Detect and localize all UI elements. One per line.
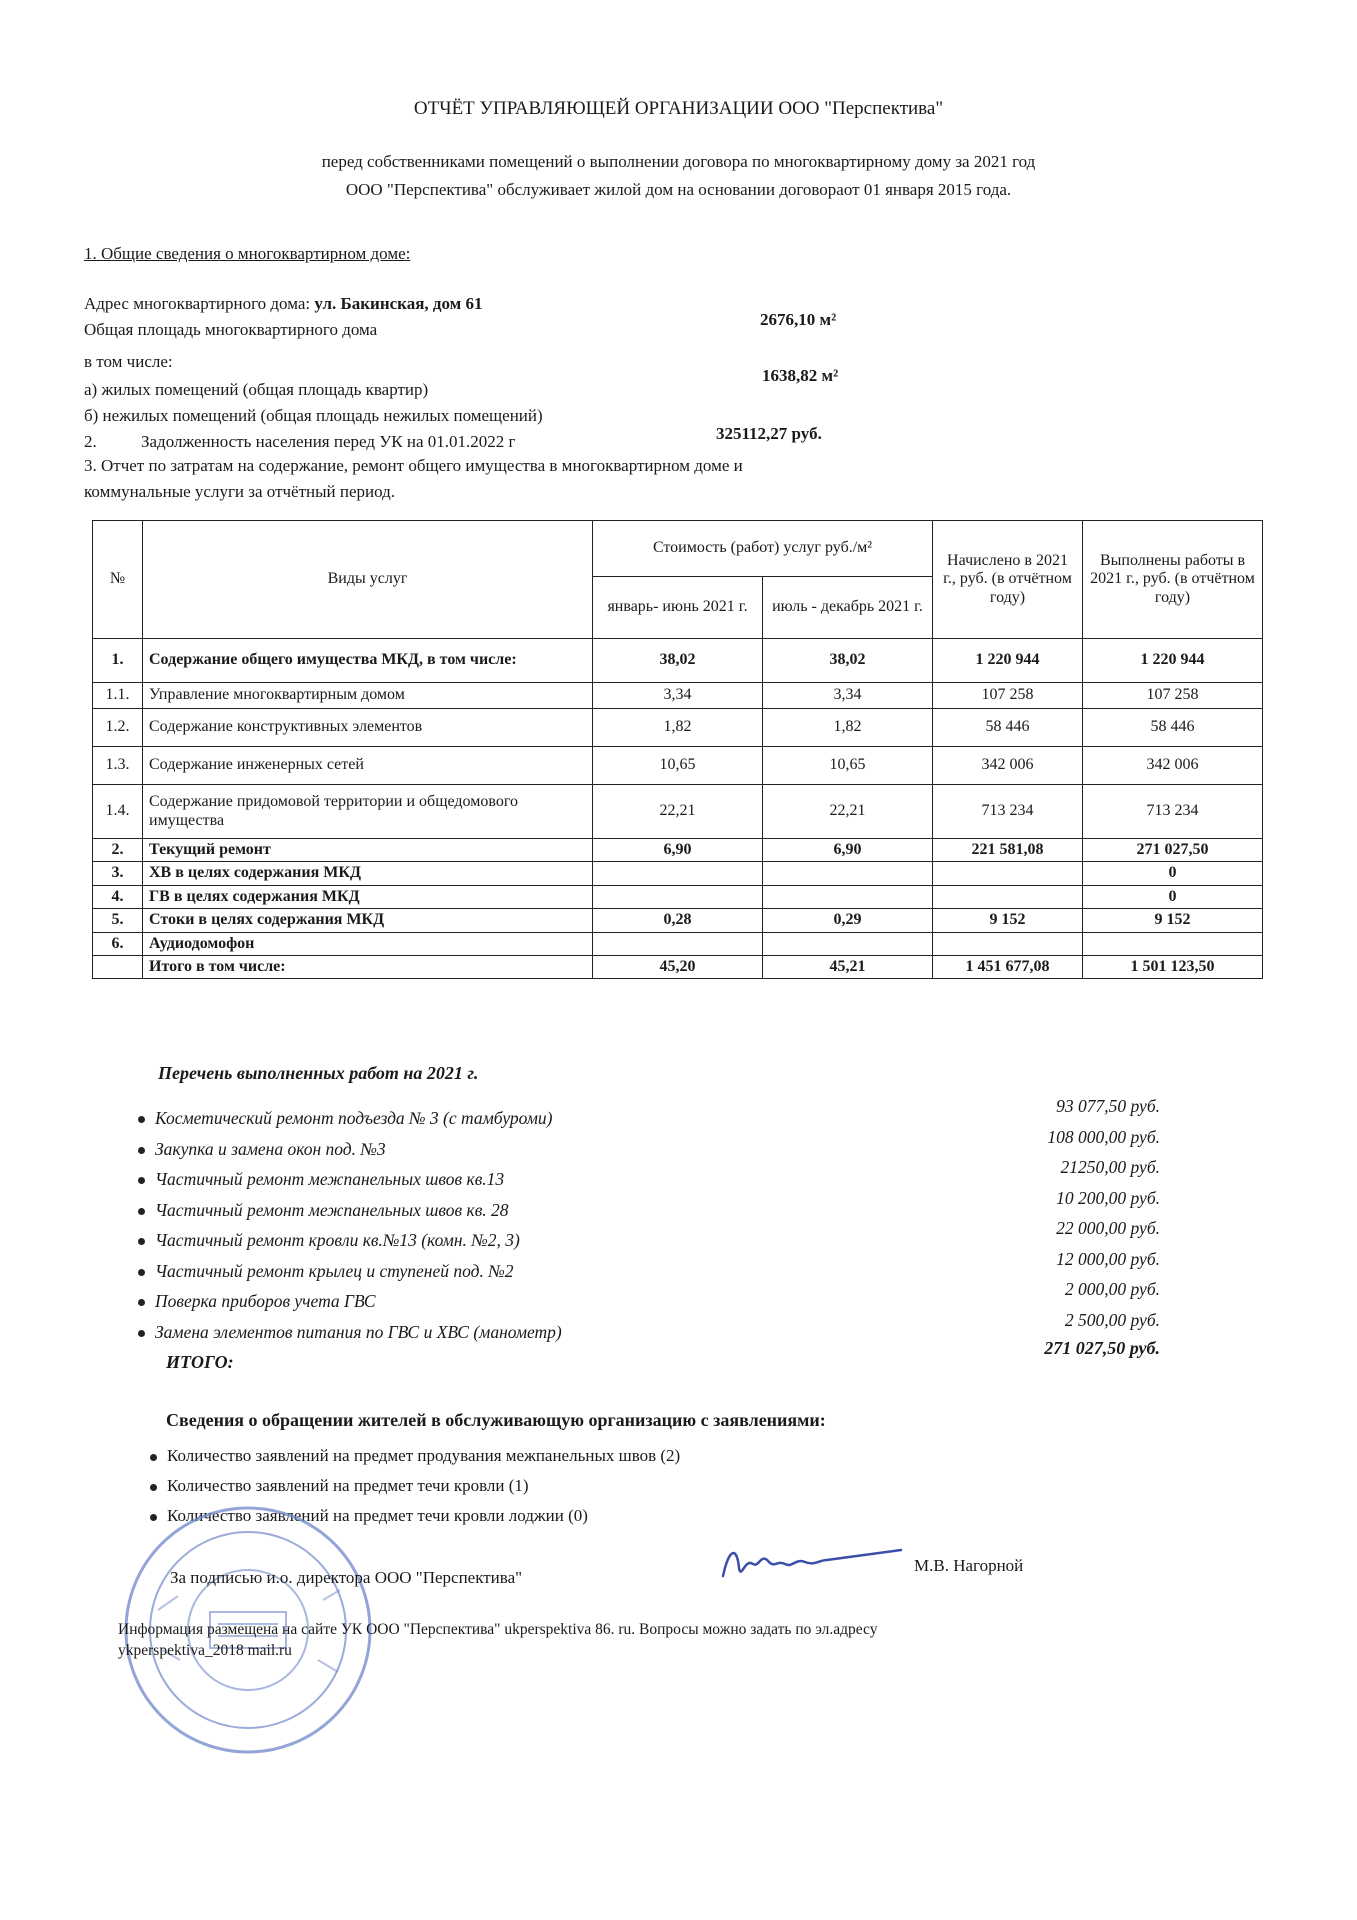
work-amount: 22 000,00 руб. bbox=[1056, 1218, 1160, 1238]
row-done: 1 220 944 bbox=[1083, 639, 1263, 683]
row-num: 1.2. bbox=[93, 709, 143, 747]
row-service-name: Стоки в целях содержания МКД bbox=[143, 909, 593, 932]
director-signature-icon bbox=[715, 1538, 905, 1588]
work-amount: 2 500,00 руб. bbox=[1064, 1309, 1160, 1330]
report-subtitle-1: перед собственниками помещений о выполнении договора по многоквартирному дому за 2021 год bbox=[321, 152, 1036, 171]
header-cost-group: Стоимость (работ) услуг руб./м² bbox=[593, 521, 933, 577]
report-subtitle-2: ООО "Перспектива" обслуживает жилой дом на основании договораот 01 января 2015 года. bbox=[345, 180, 1012, 199]
table-row bbox=[93, 955, 1263, 978]
row-cost-period-1: 10,65 bbox=[593, 747, 763, 785]
row-charged: 107 258 bbox=[933, 683, 1083, 709]
row-done: 58 446 bbox=[1083, 709, 1263, 747]
row-cost-period-2: 1,82 bbox=[763, 709, 933, 747]
request-label: Количество заявлений на предмет течи кровли (1) bbox=[167, 1476, 529, 1495]
list-item bbox=[138, 1230, 520, 1251]
list-item bbox=[138, 1169, 504, 1190]
row-charged: 342 006 bbox=[933, 747, 1083, 785]
work-label: Частичный ремонт межпанельных швов кв. 28 bbox=[155, 1199, 509, 1220]
bullet-icon bbox=[138, 1177, 145, 1184]
header-num: № bbox=[93, 521, 143, 639]
signer-name: М.В. Нагорной bbox=[914, 1556, 1024, 1575]
row-done: 0 bbox=[1083, 862, 1263, 885]
row-cost-period-2: 6,90 bbox=[763, 839, 933, 862]
requests-title: Сведения о обращении жителей в обслуживающую организацию с заявлениями: bbox=[166, 1410, 826, 1430]
table-row bbox=[93, 909, 1263, 932]
row-charged bbox=[933, 862, 1083, 885]
row-cost-period-1 bbox=[593, 885, 763, 908]
bullet-icon bbox=[150, 1454, 157, 1461]
row-charged bbox=[933, 885, 1083, 908]
report-line-2: коммунальные услуги за отчётный период. bbox=[84, 482, 396, 501]
row-num: 5. bbox=[93, 909, 143, 932]
request-label: Количество заявлений на предмет течи кровли лоджии (0) bbox=[167, 1506, 588, 1525]
living-area-value: 1638,82 м² bbox=[762, 366, 839, 385]
bullet-icon bbox=[138, 1238, 145, 1245]
work-amount: 93 077,50 руб. bbox=[1056, 1096, 1160, 1116]
work-label: Косметический ремонт подъезда № 3 (с тамбуроми) bbox=[155, 1108, 553, 1128]
including-label: в том числе: bbox=[84, 352, 173, 371]
row-cost-period-1: 0,28 bbox=[593, 909, 763, 932]
address-value: ул. Бакинская, дом 61 bbox=[314, 294, 483, 313]
signature-label: За подписью и.о. директора ООО "Перспектива" bbox=[170, 1568, 523, 1587]
row-num: 4. bbox=[93, 885, 143, 908]
table-row bbox=[93, 639, 1263, 683]
row-charged: 713 234 bbox=[933, 785, 1083, 839]
row-charged: 221 581,08 bbox=[933, 839, 1083, 862]
row-num bbox=[93, 955, 143, 978]
row-num: 1.4. bbox=[93, 785, 143, 839]
row-done: 342 006 bbox=[1083, 747, 1263, 785]
report-line-1: 3. Отчет по затратам на содержание, ремонт общего имущества в многоквартирном доме и bbox=[84, 456, 743, 475]
list-item bbox=[138, 1200, 509, 1221]
footer-info bbox=[118, 1620, 878, 1662]
row-charged: 58 446 bbox=[933, 709, 1083, 747]
bullet-icon bbox=[138, 1208, 145, 1215]
row-num: 1.3. bbox=[93, 747, 143, 785]
row-cost-period-2 bbox=[763, 932, 933, 955]
row-service-name: ГВ в целях содержания МКД bbox=[143, 885, 593, 908]
work-amount: 21250,00 руб. bbox=[1060, 1157, 1160, 1177]
list-item bbox=[150, 1476, 529, 1496]
row-done: 107 258 bbox=[1083, 683, 1263, 709]
debt-row bbox=[84, 432, 515, 452]
work-amount: 2 000,00 руб. bbox=[1064, 1279, 1160, 1299]
row-cost-period-2 bbox=[763, 862, 933, 885]
row-cost-period-2: 38,02 bbox=[763, 639, 933, 683]
row-cost-period-2: 10,65 bbox=[763, 747, 933, 785]
row-num: 3. bbox=[93, 862, 143, 885]
living-area-label: а) жилых помещений (общая площадь квартир) bbox=[84, 380, 429, 399]
section-general-title: 1. Общие сведения о многоквартирном доме: bbox=[84, 244, 411, 263]
footer-line-1: Информация размещена на сайте УК ООО "Перспектива" ukperspektiva 86. ru. Вопросы можно задать по эл.адресу bbox=[118, 1621, 878, 1638]
footer-line-2: ykperspektiva_2018 mail.ru bbox=[118, 1641, 292, 1659]
work-label: Закупка и замена окон под. №3 bbox=[155, 1138, 386, 1159]
bullet-icon bbox=[138, 1269, 145, 1276]
row-cost-period-1: 1,82 bbox=[593, 709, 763, 747]
row-cost-period-2: 0,29 bbox=[763, 909, 933, 932]
row-service-name: Содержание общего имущества МКД, в том числе: bbox=[143, 639, 593, 683]
row-num: 2. bbox=[93, 839, 143, 862]
header-done: Выполнены работы в 2021 г., руб. (в отчётном году) bbox=[1083, 521, 1263, 639]
table-row bbox=[93, 683, 1263, 709]
area-value: 2676,10 м² bbox=[760, 310, 837, 329]
bullet-icon bbox=[138, 1330, 145, 1337]
work-amount: 108 000,00 руб. bbox=[1047, 1126, 1160, 1147]
area-label: Общая площадь многоквартирного дома bbox=[84, 320, 378, 339]
services-table bbox=[92, 520, 1263, 979]
row-service-name: Содержание конструктивных элементов bbox=[143, 709, 593, 747]
row-done: 0 bbox=[1083, 885, 1263, 908]
work-label: Частичный ремонт межпанельных швов кв.13 bbox=[155, 1169, 505, 1189]
debt-value: 325112,27 руб. bbox=[716, 424, 822, 443]
row-service-name: Содержание придомовой территории и общедомового имущества bbox=[143, 785, 593, 839]
list-item bbox=[138, 1139, 386, 1160]
row-service-name: Аудиодомофон bbox=[143, 932, 593, 955]
header-charged: Начислено в 2021 г., руб. (в отчётном году) bbox=[933, 521, 1083, 639]
row-cost-period-1: 3,34 bbox=[593, 683, 763, 709]
table-row bbox=[93, 747, 1263, 785]
row-done: 713 234 bbox=[1083, 785, 1263, 839]
bullet-icon bbox=[138, 1147, 145, 1154]
work-label: Частичный ремонт кровли кв.№13 (комн. №2, 3) bbox=[155, 1230, 520, 1250]
request-label: Количество заявлений на предмет продувания межпанельных швов (2) bbox=[167, 1446, 681, 1465]
row-cost-period-1: 6,90 bbox=[593, 839, 763, 862]
table-row bbox=[93, 932, 1263, 955]
list-item bbox=[138, 1322, 562, 1343]
row-num: 1. bbox=[93, 639, 143, 683]
row-service-name: Итого в том числе: bbox=[143, 955, 593, 978]
debt-number: 2. bbox=[84, 432, 97, 451]
list-item bbox=[138, 1291, 376, 1312]
row-cost-period-1: 38,02 bbox=[593, 639, 763, 683]
row-done bbox=[1083, 932, 1263, 955]
table-row bbox=[93, 785, 1263, 839]
row-charged: 1 220 944 bbox=[933, 639, 1083, 683]
header-period-1: январь- июнь 2021 г. bbox=[593, 577, 763, 639]
row-cost-period-2: 22,21 bbox=[763, 785, 933, 839]
row-service-name: Содержание инженерных сетей bbox=[143, 747, 593, 785]
bullet-icon bbox=[150, 1484, 157, 1491]
works-total-amount: 271 027,50 руб. bbox=[1044, 1338, 1160, 1358]
table-row bbox=[93, 839, 1263, 862]
row-cost-period-2 bbox=[763, 885, 933, 908]
row-charged bbox=[933, 932, 1083, 955]
work-label: Частичный ремонт крылец и ступеней под. №2 bbox=[155, 1260, 514, 1281]
nonliving-area-label: б) нежилых помещений (общая площадь нежилых помещений) bbox=[84, 406, 543, 425]
work-label: Замена элементов питания по ГВС и ХВС (манометр) bbox=[155, 1321, 562, 1342]
bullet-icon bbox=[138, 1299, 145, 1306]
row-num: 1.1. bbox=[93, 683, 143, 709]
list-item bbox=[138, 1261, 514, 1282]
header-service: Виды услуг bbox=[143, 521, 593, 639]
row-cost-period-2: 45,21 bbox=[763, 955, 933, 978]
row-done: 9 152 bbox=[1083, 909, 1263, 932]
row-service-name: ХВ в целях содержания МКД bbox=[143, 862, 593, 885]
row-charged: 9 152 bbox=[933, 909, 1083, 932]
row-charged: 1 451 677,08 bbox=[933, 955, 1083, 978]
row-done: 271 027,50 bbox=[1083, 839, 1263, 862]
bullet-icon bbox=[138, 1116, 145, 1123]
row-service-name: Текущий ремонт bbox=[143, 839, 593, 862]
work-label: Поверка приборов учета ГВС bbox=[155, 1291, 376, 1311]
debt-label: Задолженность населения перед УК на 01.01.2022 г bbox=[141, 432, 516, 451]
row-cost-period-1: 22,21 bbox=[593, 785, 763, 839]
table-row bbox=[93, 885, 1263, 908]
works-total-label: ИТОГО: bbox=[166, 1352, 234, 1372]
address-row bbox=[84, 294, 483, 314]
work-amount: 10 200,00 руб. bbox=[1056, 1187, 1160, 1208]
table-row bbox=[93, 862, 1263, 885]
services-table-body bbox=[93, 639, 1263, 979]
row-cost-period-1 bbox=[593, 932, 763, 955]
address-label: Адрес многоквартирного дома: bbox=[84, 294, 311, 313]
row-service-name: Управление многоквартирным домом bbox=[143, 683, 593, 709]
list-item bbox=[150, 1446, 680, 1466]
row-cost-period-2: 3,34 bbox=[763, 683, 933, 709]
row-num: 6. bbox=[93, 932, 143, 955]
work-amount: 12 000,00 руб. bbox=[1056, 1248, 1160, 1269]
header-period-2: июль - декабрь 2021 г. bbox=[763, 577, 933, 639]
works-title: Перечень выполненных работ на 2021 г. bbox=[158, 1063, 479, 1083]
report-title: ОТЧЁТ УПРАВЛЯЮЩЕЙ ОРГАНИЗАЦИИ ООО "Перспектива" bbox=[413, 98, 944, 119]
row-cost-period-1: 45,20 bbox=[593, 955, 763, 978]
row-done: 1 501 123,50 bbox=[1083, 955, 1263, 978]
table-row bbox=[93, 709, 1263, 747]
row-cost-period-1 bbox=[593, 862, 763, 885]
list-item bbox=[138, 1108, 552, 1129]
